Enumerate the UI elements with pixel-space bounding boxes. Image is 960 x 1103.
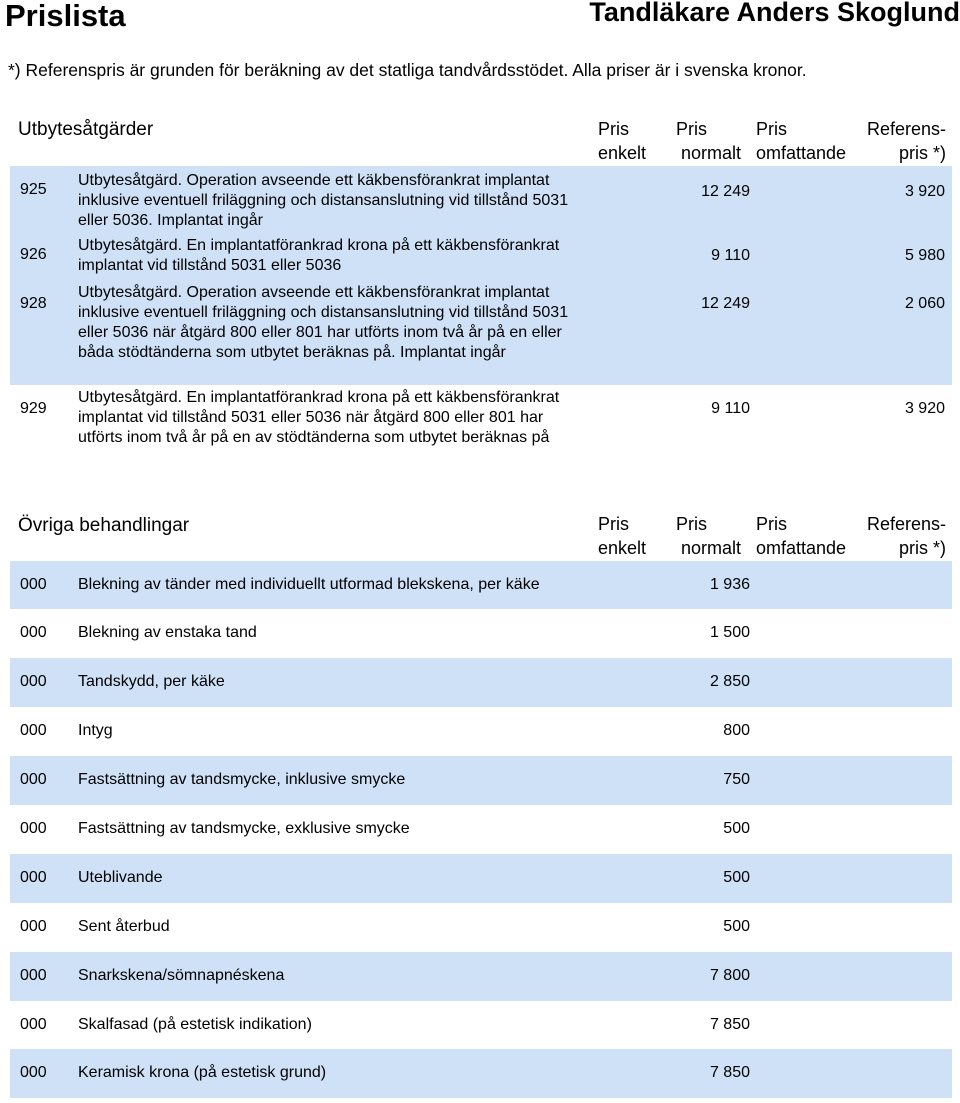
price-normal: 9 110 bbox=[711, 400, 750, 417]
column-header-price-full: Pris omfattande bbox=[756, 514, 847, 558]
column-header-price-single: Pris enkelt bbox=[598, 119, 647, 163]
treatment-code: 000 bbox=[20, 624, 47, 641]
treatment-code: 000 bbox=[20, 918, 47, 935]
treatment-description: Fastsättning av tandsmycke, exklusive smycke bbox=[78, 820, 410, 837]
table-row bbox=[10, 854, 952, 903]
table-row bbox=[10, 756, 952, 805]
price-normal: 500 bbox=[723, 918, 750, 935]
table-row bbox=[10, 903, 952, 952]
table-row bbox=[10, 234, 952, 281]
reference-price: 5 980 bbox=[904, 247, 945, 264]
price-normal: 800 bbox=[723, 722, 750, 739]
treatment-description: Tandskydd, per käke bbox=[78, 673, 225, 690]
price-normal: 12 249 bbox=[701, 295, 750, 312]
column-header-reference-price: Referens- pris *) bbox=[866, 514, 946, 558]
page-title: Prislista bbox=[5, 0, 126, 33]
treatment-code: 000 bbox=[20, 1016, 47, 1033]
treatment-description: Sent återbud bbox=[78, 918, 170, 935]
treatment-code: 926 bbox=[20, 246, 47, 263]
reference-price: 3 920 bbox=[904, 183, 945, 200]
treatment-description: Utbytesåtgärd. En implantatförankrad krona på ett käkbensförankrat implantat vid tillstånd 5031 eller 5036 bbox=[78, 237, 560, 274]
table-row bbox=[10, 385, 952, 473]
treatment-code: 000 bbox=[20, 722, 47, 739]
dentist-name: Tandläkare Anders Skoglund bbox=[589, 0, 960, 27]
treatment-description: Blekning av enstaka tand bbox=[78, 624, 257, 641]
treatment-description: Utbytesåtgärd. Operation avseende ett käkbensförankrat implantat inklusive eventuell friläggning och distansanslutning vid tillstånd 5031 eller 5036 när åtgärd 800 eller 801 har utförts inom två år på en eller båda stödtänderna som utbytet beräknas på. Implantat ingår bbox=[78, 284, 569, 361]
treatment-description: Blekning av tänder med individuellt utformad blekskena, per käke bbox=[78, 576, 540, 593]
treatment-code: 000 bbox=[20, 869, 47, 886]
table-row bbox=[10, 281, 952, 385]
price-normal: 7 850 bbox=[709, 1016, 750, 1033]
price-normal: 2 850 bbox=[709, 673, 750, 690]
treatment-code: 000 bbox=[20, 967, 47, 984]
price-normal: 12 249 bbox=[701, 183, 750, 200]
column-header-price-normal: Pris normalt bbox=[676, 119, 742, 163]
treatment-description: Intyg bbox=[78, 722, 113, 739]
price-normal: 750 bbox=[723, 771, 750, 788]
table-row bbox=[10, 561, 952, 609]
table-row bbox=[10, 658, 952, 707]
price-normal: 7 800 bbox=[709, 967, 750, 984]
price-normal: 7 850 bbox=[709, 1064, 750, 1081]
column-header-price-full: Pris omfattande bbox=[756, 119, 847, 163]
price-normal: 1 936 bbox=[709, 576, 750, 593]
treatment-code: 925 bbox=[20, 181, 47, 198]
treatment-code: 000 bbox=[20, 576, 47, 593]
reference-price: 3 920 bbox=[904, 400, 945, 417]
table-row bbox=[10, 166, 952, 234]
table-row bbox=[10, 952, 952, 1001]
treatment-code: 000 bbox=[20, 673, 47, 690]
treatment-code: 000 bbox=[20, 1064, 47, 1081]
table-row bbox=[10, 1049, 952, 1098]
treatment-code: 000 bbox=[20, 771, 47, 788]
column-header-price-single: Pris enkelt bbox=[598, 514, 647, 558]
price-normal: 9 110 bbox=[711, 247, 750, 264]
price-normal: 500 bbox=[723, 869, 750, 886]
table-row bbox=[10, 805, 952, 854]
table-row bbox=[10, 609, 952, 658]
treatment-description: Keramisk krona (på estetisk grund) bbox=[78, 1064, 327, 1081]
price-normal: 500 bbox=[723, 820, 750, 837]
section-title-other: Övriga behandlingar bbox=[18, 515, 190, 536]
treatment-description: Utbytesåtgärd. En implantatförankrad krona på ett käkbensförankrat implantat vid tillstånd 5031 eller 5036 när åtgärd 800 eller 801 har utförts inom två år på en av stödtänderna som utbytet beräknas på bbox=[78, 389, 560, 446]
price-normal: 1 500 bbox=[709, 624, 750, 641]
column-header-price-normal: Pris normalt bbox=[676, 514, 742, 558]
treatment-code: 928 bbox=[20, 295, 47, 312]
treatment-description: Utbytesåtgärd. Operation avseende ett käkbensförankrat implantat inklusive eventuell friläggning och distansanslutning vid tillstånd 5031 eller 5036. Implantat ingår bbox=[78, 172, 569, 229]
treatment-description: Fastsättning av tandsmycke, inklusive smycke bbox=[78, 771, 406, 788]
treatment-description: Skalfasad (på estetisk indikation) bbox=[78, 1016, 312, 1033]
treatment-code: 000 bbox=[20, 820, 47, 837]
reference-price: 2 060 bbox=[904, 295, 945, 312]
table-row bbox=[10, 1001, 952, 1049]
treatment-description: Uteblivande bbox=[78, 869, 163, 886]
treatment-description: Snarkskena/sömnapnéskena bbox=[78, 967, 285, 984]
section-title-replacement: Utbytesåtgärder bbox=[18, 119, 154, 140]
column-header-reference-price: Referens- pris *) bbox=[866, 119, 946, 163]
treatment-code: 929 bbox=[20, 400, 47, 417]
reference-price-note: *) Referenspris är grunden för beräkning av det statliga tandvårdsstödet. Alla priser är i svenska kronor. bbox=[8, 60, 807, 80]
table-row bbox=[10, 707, 952, 756]
